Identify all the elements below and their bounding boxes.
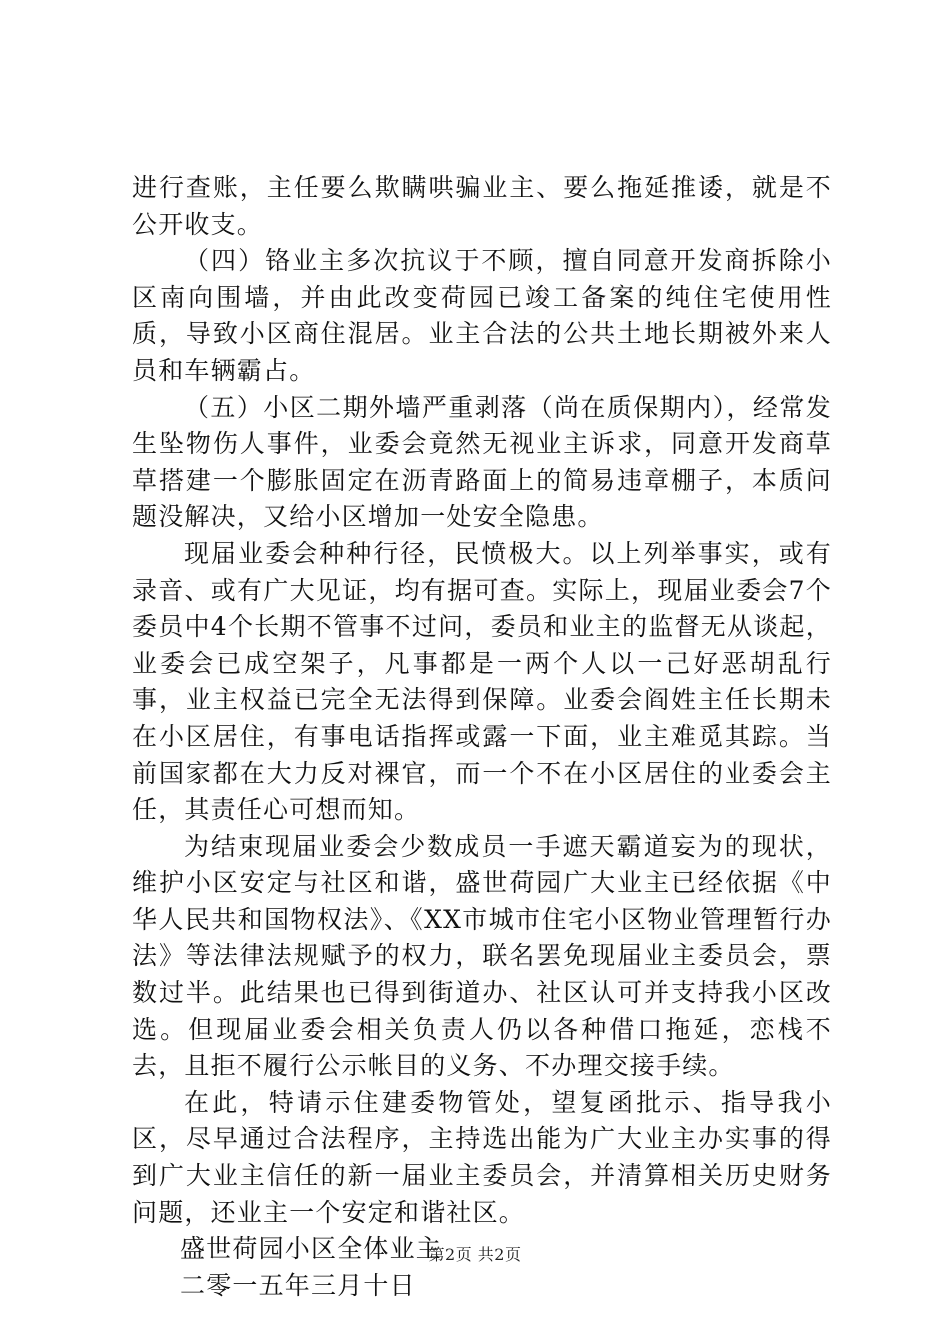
paragraph-recall: 为结束现届业委会少数成员一手遮天霸道妄为的现状，维护小区安定与社区和谐，盛世荷园广大业主已经依据《中华人民共和国物权法》、《XX市城市住宅小区物业管理暂行办法》等法律法规赋予的权力，联名罢免现届业主委员会，票数过半。此结果也已得到街道办、社区认可并支持我小区改选。但现届业委会相关负责人仍以各种借口拖延，恋栈不去，且拒不履行公示帐目的义务、不办理交接手续。 [132,831,832,1081]
paragraph-item-5: （五）小区二期外墙严重剥落（尚在质保期内），经常发生坠物伤人事件，业委会竟然无视业主诉求，同意开发商草草搭建一个膨胀固定在沥青路面上的简易违章棚子，本质问题没解决，又给小区增加一处安全隐患。 [132,392,832,532]
page-number-footer: 第2页 共2页 [428,1245,522,1264]
document-body [132,170,832,1304]
paragraph-item-4: （四）铬业主多次抗议于不顾，擅自同意开发商拆除小区南向围墙，并由此改变荷园已竣工备案的纯住宅使用性质，导致小区商住混居。业主合法的公共土地长期被外来人员和车辆霸占。 [132,246,832,385]
paragraph-continuation: 进行查账，主任要么欺瞒哄骗业主、要么拖延推诿，就是不公开收支。 [132,173,832,239]
paragraph-summary: 现届业委会种种行径，民愤极大。以上列举事实，或有录音、或有广大见证，均有据可查。实际上，现届业委会7个委员中4个长期不管事不过问，委员和业主的监督无从谈起，业委会已成空架子，凡事都是一两个人以一己好恶胡乱行事，业主权益已完全无法得到保障。业委会阎姓主任长期未在小区居住，有事电话指挥或露一下面，业主难觅其踪。当前国家都在大力反对裸官，而一个不在小区居住的业委会主任，其责任心可想而知。 [132,538,832,825]
paragraph-request: 在此，特请示住建委物管处，望复函批示、指导我小区，尽早通过合法程序，主持选出能为广大业主办实事的得到广大业主信任的新一届业主委员会，并清算相关历史财务问题，还业主一个安定和谐社区。 [132,1087,832,1227]
signature-date: 二零一五年三月十日 [180,1270,416,1300]
signature: 盛世荷园小区全体业主 [180,1234,443,1264]
